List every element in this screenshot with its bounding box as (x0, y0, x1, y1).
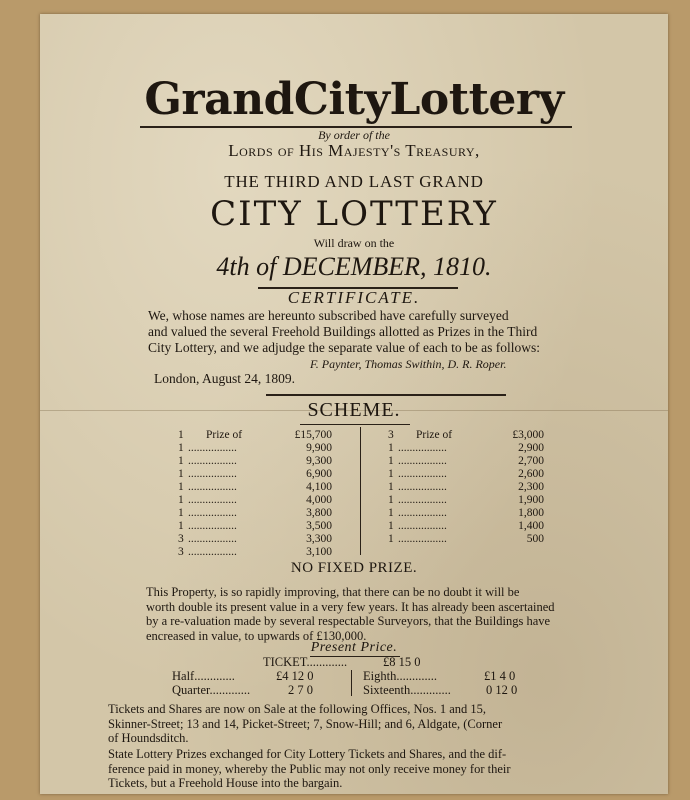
price-divider (351, 670, 352, 696)
prize-value: £15,700 (294, 429, 332, 441)
prize-value: 2,700 (518, 455, 544, 467)
certificate-rule (266, 394, 506, 396)
offices-paragraph (108, 702, 664, 746)
prize-count: 3 (388, 429, 394, 441)
property-line: encreased in value, to upwards of £130,000. (146, 628, 367, 643)
prize-leader-dots: ................. (188, 533, 237, 545)
title: GrandCityLottery (144, 74, 564, 125)
certificate-line: and valued the several Freehold Buildings allotted as Prizes in the Third (148, 324, 538, 339)
half-value: £4 12 0 (276, 669, 314, 683)
state-line: Tickets, but a Freehold House into the bargain. (108, 776, 343, 790)
prize-value: 3,300 (306, 533, 332, 545)
quarter-label: Quarter............. (172, 683, 251, 697)
prize-count: 1 (388, 442, 394, 454)
prize-value: 3,100 (306, 546, 332, 558)
prize-leader-dots: ................. (398, 455, 447, 467)
property-line: worth double its present value in a very few years. It has already been ascertained (146, 599, 555, 614)
prize-of-label: Prize of (416, 429, 453, 441)
prize-count: 1 (178, 520, 184, 532)
prize-count: 1 (388, 533, 394, 545)
prize-leader-dots: ................. (188, 442, 237, 454)
certificate-line: City Lottery, and we adjudge the separate value of each to be as follows: (148, 340, 540, 355)
prize-value: 2,300 (518, 481, 544, 493)
prize-value: 3,500 (306, 520, 332, 532)
scheme-rule (300, 424, 410, 425)
prize-count: 1 (178, 481, 184, 493)
property-line: by a re-valuation made by several respectable Surveyors, that the Buildings have (146, 614, 551, 628)
offices-line: Skinner-Street; 13 and 14, Picket-Street; 7, Snow-Hill; and 6, Aldgate, (Corner (108, 716, 503, 731)
city-lottery: CITY LOTTERY (210, 194, 498, 234)
prize-leader-dots: ................. (398, 494, 447, 506)
place-date: London, August 24, 1809. (154, 371, 296, 386)
prize-count: 1 (388, 455, 394, 467)
certificate-heading: CERTIFICATE. (287, 288, 421, 307)
no-fixed-prize: NO FIXED PRIZE. (290, 560, 418, 576)
prize-leader-dots: ................. (188, 546, 237, 558)
property-line: This Property, is so rapidly improving, that there can be no doubt it will be (146, 585, 520, 599)
third-line: THE THIRD AND LAST GRAND (224, 172, 484, 191)
prize-count: 1 (178, 468, 184, 480)
prize-value: 6,900 (306, 468, 332, 480)
prize-count: 1 (388, 494, 394, 506)
ticket-value: £8 15 0 (383, 655, 421, 669)
prize-value: 500 (526, 533, 544, 545)
sixteenth-label: Sixteenth............. (363, 683, 451, 697)
prize-value: 4,000 (306, 494, 332, 506)
prize-count: 1 (178, 455, 184, 467)
prize-value: 2,600 (518, 468, 544, 480)
lottery-handbill (40, 14, 668, 794)
scheme-heading: SCHEME. (307, 399, 401, 421)
prize-count: 3 (178, 546, 184, 558)
prize-count: 1 (388, 507, 394, 519)
prize-value: 9,900 (306, 442, 332, 454)
scheme-divider (360, 427, 361, 555)
prize-value: 2,900 (518, 442, 544, 454)
prize-leader-dots: ................. (188, 494, 237, 506)
offices-line: of Houndsditch. (108, 731, 189, 745)
state-paragraph (108, 747, 664, 791)
prize-leader-dots: ................. (398, 442, 447, 454)
prize-count: 1 (178, 429, 184, 441)
prize-value: 1,800 (518, 507, 544, 519)
draw-date: 4th of DECEMBER, 1810. (216, 252, 492, 281)
prize-value: £3,000 (512, 429, 544, 441)
state-line: ference paid in money, whereby the Public may not only receive money for their (108, 761, 511, 776)
prize-value: 9,300 (306, 455, 332, 467)
prize-count: 1 (388, 481, 394, 493)
prize-value: 1,900 (518, 494, 544, 506)
prize-leader-dots: ................. (188, 455, 237, 467)
prize-count: 1 (178, 494, 184, 506)
present-price-heading: Present Price. (310, 640, 398, 655)
quarter-value: 2 7 0 (288, 683, 313, 697)
sixteenth-value: 0 12 0 (486, 683, 518, 697)
prize-of-label: Prize of (206, 429, 243, 441)
ticket-label: TICKET............. (263, 655, 348, 669)
property-paragraph (146, 585, 686, 643)
prize-leader-dots: ................. (398, 533, 447, 545)
signatories: F. Paynter, Thomas Swithin, D. R. Roper. (310, 357, 507, 371)
prize-leader-dots: ................. (188, 520, 237, 532)
prize-count: 1 (388, 468, 394, 480)
half-label: Half............. (172, 669, 235, 683)
prize-value: 4,100 (306, 481, 332, 493)
prize-leader-dots: ................. (188, 481, 237, 493)
state-line: State Lottery Prizes exchanged for City Lottery Tickets and Shares, and the dif- (108, 747, 507, 761)
prize-value: 1,400 (518, 520, 544, 532)
order-line: By order of the (318, 128, 390, 142)
prize-count: 1 (178, 442, 184, 454)
prize-count: 1 (178, 507, 184, 519)
prize-leader-dots: ................. (398, 468, 447, 480)
eighth-value: £1 4 0 (484, 669, 516, 683)
prize-leader-dots: ................. (398, 520, 447, 532)
prize-leader-dots: ................. (398, 507, 447, 519)
prize-leader-dots: ................. (188, 507, 237, 519)
prize-leader-dots: ................. (398, 481, 447, 493)
offices-line: Tickets and Shares are now on Sale at the following Offices, Nos. 1 and 15, (108, 702, 487, 716)
prize-count: 3 (178, 533, 184, 545)
eighth-label: Eighth............. (363, 669, 437, 683)
will-draw: Will draw on the (313, 236, 395, 250)
prize-value: 3,800 (306, 507, 332, 519)
prize-count: 1 (388, 520, 394, 532)
prize-leader-dots: ................. (188, 468, 237, 480)
certificate-line: We, whose names are hereunto subscribed have carefully surveyed (148, 308, 509, 323)
lords-line: Lords of His Majesty's Treasury, (228, 141, 480, 160)
